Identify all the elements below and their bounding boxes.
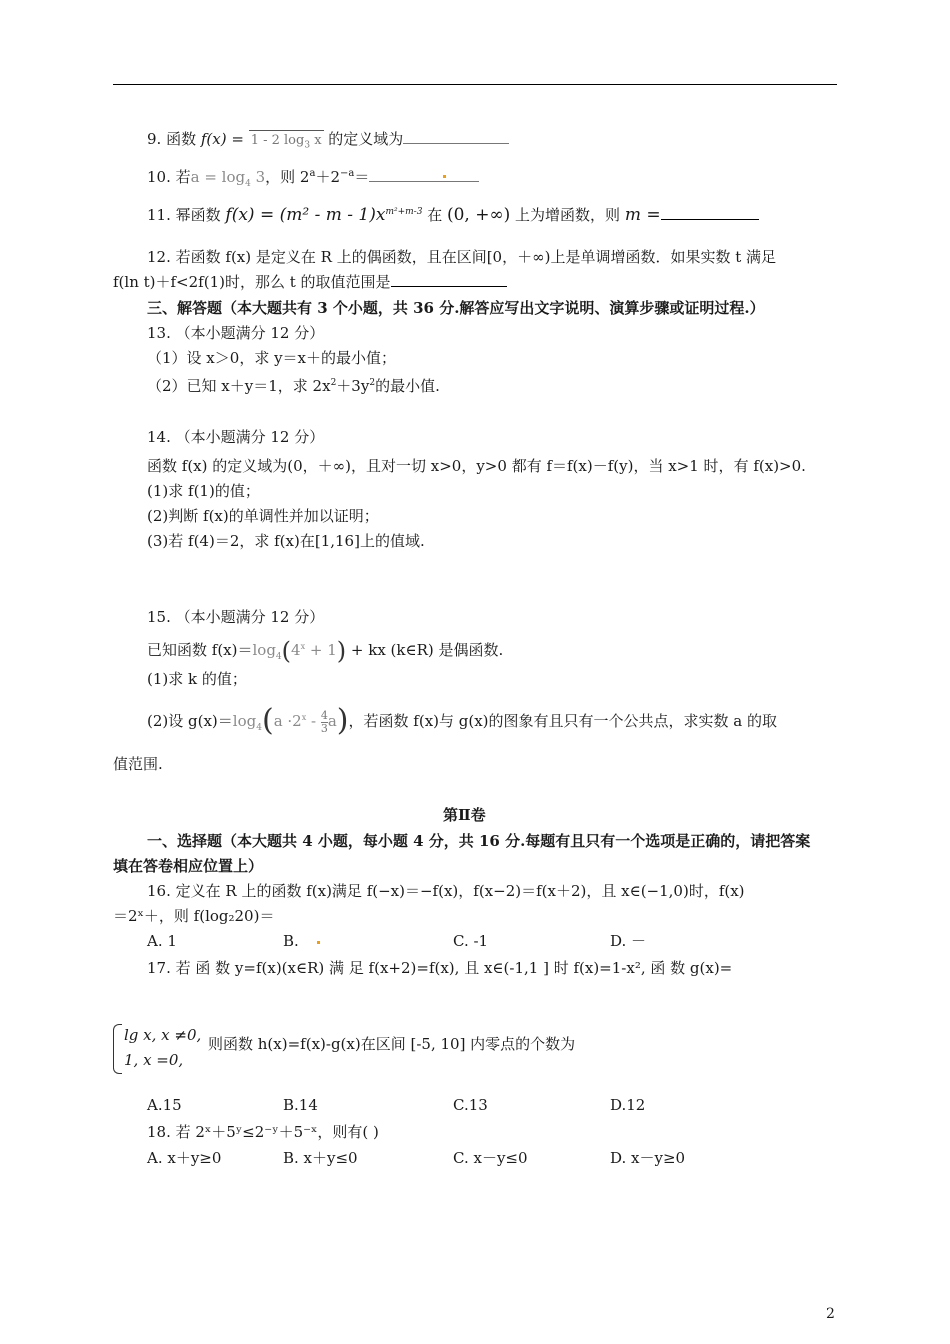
q17-case-1: lg x, x ≠0, [124, 1026, 202, 1044]
q11-prefix: 11. 幂函数 [147, 206, 226, 224]
q16-line-1: 16. 定义在 R 上的函数 f(x)满足 f(−x)＝−f(x)，f(x−2)＝f(x＋2)，且 x∈(−1,0)时，f(x) [147, 882, 745, 900]
q17-case-2: 1, x =0, [124, 1051, 184, 1069]
q15-base: 4 [291, 641, 301, 659]
q10-log-arg: 3 [250, 168, 266, 186]
q12-line-2-text: f(ln t)＋f<2f(1)时，那么 t 的取值范围是 [113, 273, 391, 291]
q9-radical: 1 - 2 $\log_3 x$ [249, 130, 324, 156]
q9-equals: = [226, 130, 249, 148]
q13-sq-2: 2 [369, 378, 376, 388]
question-9 [147, 129, 509, 156]
q16-line-2: ＝2ˣ＋，则 f(log₂20)＝ [113, 907, 275, 925]
q18-choice-c[interactable]: C. x－y≤0 [453, 1149, 528, 1167]
q10-sup-a: a [309, 168, 316, 179]
q14-part-1: (1)求 f(1)的值； [147, 482, 260, 500]
q17-choice-a[interactable]: A.15 [147, 1096, 182, 1114]
q11-expression: f(x) = (m² - m - 1)x [225, 205, 386, 225]
q16-choice-c[interactable]: C. -1 [453, 932, 489, 950]
q16-choice-d[interactable]: D. － [610, 932, 647, 950]
q16-choice-a[interactable]: A. 1 [147, 932, 177, 950]
q15-part-2: (2)设 $g(x)=\log_4(a \cdot 2^x$ - $\frac{4}{3}$ a)，若函数 f(x)与 g(x)的图象有且只有一个公共点，求实数 a 的取 [147, 703, 778, 738]
q15-part-1: (1)求 k 的值； [147, 670, 247, 688]
q10-plus: ＋2 [315, 168, 340, 186]
q15-p2-a: (2)设 g(x)＝ [147, 712, 233, 730]
q9-prefix: 9. 函数 [147, 130, 201, 148]
question-11 [147, 202, 759, 225]
q17-piecewise-brace [113, 1024, 122, 1074]
q14-part-3: (3)若 f(4)＝2，求 f(x)在[1,16]上的值域. [147, 532, 425, 550]
q15-g-inner-b: - [306, 712, 321, 730]
q11-interval: (0, +∞) [446, 205, 511, 225]
part-2-title: 第Ⅱ卷 [443, 806, 486, 824]
q10-log-expr: a = log [190, 168, 246, 186]
q13-p2-b: ＋3y [336, 377, 370, 395]
q15-frac-num: 4 [320, 708, 328, 722]
q13-part-2 [147, 373, 440, 396]
q13-sq-1: 2 [330, 378, 337, 388]
q13-heading: 13. （本小题满分 12 分） [147, 324, 325, 342]
header-rule [113, 84, 837, 85]
q12-line-1: 12. 若函数 f(x) 是定义在 R 上的偶函数，且在区间[0，＋∞)上是单调增函数．如果实数 t 满足 [147, 248, 777, 266]
q17-choice-c[interactable]: C.13 [453, 1096, 488, 1114]
q12-line-2 [113, 272, 507, 292]
section-3-heading: 三、解答题（本大题共有 3 个小题，共 36 分.解答应写出文字说明、演算步骤或证明过程.） [147, 299, 765, 317]
q17-choice-b[interactable]: B.14 [283, 1096, 318, 1114]
q15-frac-den: 3 [320, 721, 328, 735]
q17-choice-d[interactable]: D.12 [610, 1096, 646, 1114]
q10-mid: ，则 2 [265, 168, 310, 186]
q10-equals: ＝ [354, 168, 370, 186]
section-1-line-1: 一、选择题（本大题共 4 小题，每小题 4 分，共 16 分.每题有且只有一个选项是正确的，请把答案 [147, 832, 811, 850]
q15-body: 已知函数 $f(x)=\log_4(4^x + 1)$ + kx (k∈R) 是偶函数. [147, 637, 504, 665]
q10-prefix: 10. 若 [147, 168, 191, 186]
q15-plus-1: + 1 [305, 641, 337, 659]
q9-function: f(x) [200, 130, 227, 148]
q10-sup-neg-a: −a [339, 168, 355, 179]
q16-choice-b[interactable] [283, 931, 324, 951]
q15-g-inner-c: a [327, 712, 337, 730]
q11-mid: 上为增函数，则 [510, 206, 625, 224]
q14-body: 函数 f(x) 的定义域为(0，＋∞)，且对一切 x>0，y>0 都有 f＝f(x)－f(y)，当 x>1 时，有 f(x)>0. [147, 457, 806, 475]
q13-p2-c: 的最小值. [375, 377, 440, 395]
q15-fraction [321, 710, 328, 735]
stray-mark [317, 941, 320, 944]
q15-p2-b: ，若函数 f(x)与 g(x)的图象有且只有一个公共点，求实数 a 的取 [348, 712, 778, 730]
stray-mark [443, 175, 446, 178]
q12-answer-blank[interactable] [391, 272, 507, 287]
q11-in: 在 [422, 206, 447, 224]
q18-choice-a[interactable]: A. x＋y≥0 [147, 1149, 222, 1167]
q9-suffix: 的定义域为 [323, 130, 404, 148]
q15-part-2-cont: 值范围. [113, 755, 163, 773]
q11-answer-blank[interactable] [661, 205, 759, 220]
q17-tail: 则函数 h(x)=f(x)-g(x)在区间 [-5, 10] 内零点的个数为 [208, 1035, 576, 1053]
q16-choice-b-label: B. [283, 932, 299, 950]
q18-choices [0, 1148, 950, 1168]
q18-choice-d[interactable]: D. x－y≥0 [610, 1149, 686, 1167]
q15-body-a: 已知函数 f(x)＝ [147, 641, 253, 659]
question-10: 10. 若$a = \log_4 3$，则 $2^a+2^{-a}=$ [147, 164, 479, 194]
q11-m-equals: m = [624, 205, 661, 225]
q18-line-1: 18. 若 2ˣ＋5ʸ≤2⁻ʸ＋5⁻ˣ，则有( ) [147, 1123, 379, 1141]
q9-radical-text: 1 - 2 log [250, 133, 305, 148]
q17-choices [0, 1095, 950, 1115]
section-1-line-2: 填在答卷相应位置上） [113, 857, 264, 875]
q9-answer-blank[interactable] [403, 129, 509, 144]
q15-log: log [252, 641, 276, 659]
q15-heading: 15. （本小题满分 12 分） [147, 608, 325, 626]
q15-g-log: log [232, 712, 257, 730]
q13-part-1: （1）设 x＞0，求 y＝x＋的最小值； [147, 349, 397, 367]
q15-body-b: + kx (k∈R) 是偶函数. [346, 641, 504, 659]
q17-line-1: 17. 若 函 数 y=f(x)(x∈R) 满 足 f(x+2)=f(x), 且 x∈(-1,1 ] 时 f(x)=1-x², 函 数 g(x)= [147, 959, 733, 977]
q16-choices [0, 931, 950, 951]
q15-g-inner-a: a ·2 [273, 712, 302, 730]
q10-answer-blank[interactable] [369, 167, 479, 182]
q9-radical-x: x [310, 133, 322, 148]
q18-choice-b[interactable]: B. x＋y≤0 [283, 1149, 358, 1167]
q13-p2-a: （2）已知 x＋y＝1，求 2x [147, 377, 331, 395]
q11-exponent: m²+m-3 [385, 207, 423, 217]
q14-part-2: (2)判断 f(x)的单调性并加以证明； [147, 507, 379, 525]
page-number: 2 [826, 1306, 835, 1322]
q14-heading: 14. （本小题满分 12 分） [147, 428, 325, 446]
